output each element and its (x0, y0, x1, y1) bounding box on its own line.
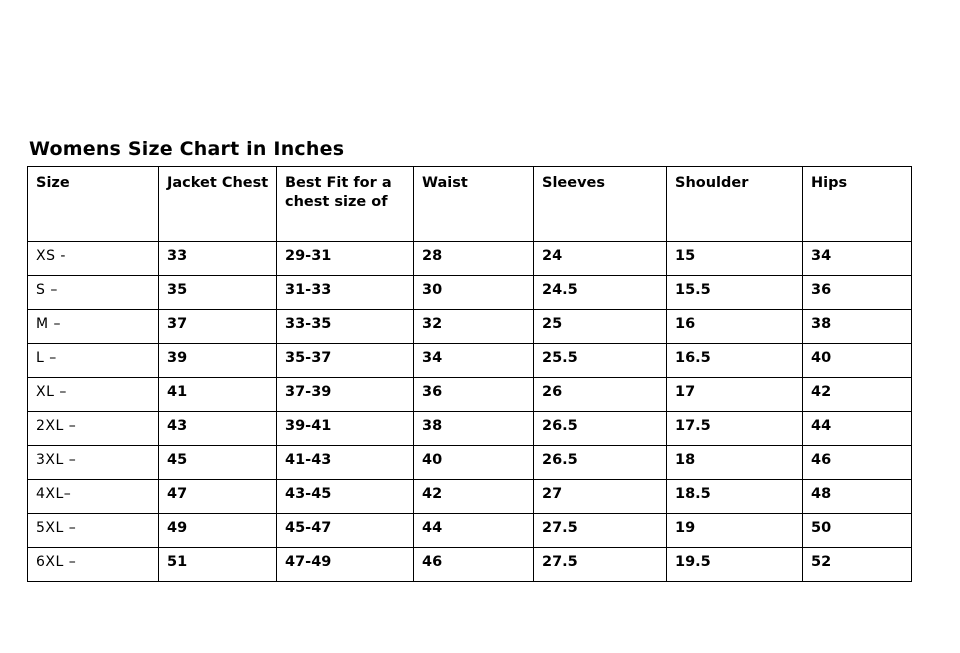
cell-shoulder: 17.5 (667, 412, 803, 446)
cell-hips: 38 (803, 310, 912, 344)
cell-hips: 52 (803, 548, 912, 582)
table-header-row (28, 167, 912, 242)
cell-jacket-chest: 37 (159, 310, 277, 344)
cell-size: 6XL – (28, 548, 159, 582)
cell-size: 4XL– (28, 480, 159, 514)
cell-best-fit: 47-49 (277, 548, 414, 582)
cell-sleeves: 25 (534, 310, 667, 344)
column-header-hips: Hips (803, 167, 912, 242)
table-row (28, 344, 912, 378)
cell-waist: 34 (414, 344, 534, 378)
table-header (28, 167, 912, 242)
cell-best-fit: 35-37 (277, 344, 414, 378)
cell-sleeves: 27.5 (534, 514, 667, 548)
cell-hips: 46 (803, 446, 912, 480)
cell-shoulder: 16.5 (667, 344, 803, 378)
cell-best-fit: 43-45 (277, 480, 414, 514)
cell-jacket-chest: 39 (159, 344, 277, 378)
cell-shoulder: 15.5 (667, 276, 803, 310)
cell-best-fit: 31-33 (277, 276, 414, 310)
cell-jacket-chest: 49 (159, 514, 277, 548)
cell-best-fit: 39-41 (277, 412, 414, 446)
cell-jacket-chest: 35 (159, 276, 277, 310)
cell-sleeves: 26.5 (534, 412, 667, 446)
cell-waist: 36 (414, 378, 534, 412)
cell-jacket-chest: 47 (159, 480, 277, 514)
table-row (28, 310, 912, 344)
cell-best-fit: 37-39 (277, 378, 414, 412)
cell-sleeves: 27.5 (534, 548, 667, 582)
cell-hips: 36 (803, 276, 912, 310)
cell-shoulder: 19.5 (667, 548, 803, 582)
cell-hips: 42 (803, 378, 912, 412)
cell-shoulder: 18 (667, 446, 803, 480)
column-header-shoulder: Shoulder (667, 167, 803, 242)
cell-shoulder: 15 (667, 242, 803, 276)
cell-shoulder: 19 (667, 514, 803, 548)
cell-size: M – (28, 310, 159, 344)
cell-waist: 28 (414, 242, 534, 276)
cell-sleeves: 25.5 (534, 344, 667, 378)
cell-best-fit: 29-31 (277, 242, 414, 276)
column-header-sleeves: Sleeves (534, 167, 667, 242)
cell-hips: 34 (803, 242, 912, 276)
cell-size: 5XL – (28, 514, 159, 548)
cell-best-fit: 45-47 (277, 514, 414, 548)
cell-jacket-chest: 51 (159, 548, 277, 582)
cell-jacket-chest: 43 (159, 412, 277, 446)
cell-jacket-chest: 41 (159, 378, 277, 412)
cell-waist: 40 (414, 446, 534, 480)
cell-sleeves: 27 (534, 480, 667, 514)
cell-size: XS - (28, 242, 159, 276)
cell-waist: 30 (414, 276, 534, 310)
table-row (28, 242, 912, 276)
cell-size: L – (28, 344, 159, 378)
cell-size: XL – (28, 378, 159, 412)
cell-hips: 48 (803, 480, 912, 514)
cell-best-fit: 33-35 (277, 310, 414, 344)
cell-size: 2XL – (28, 412, 159, 446)
cell-waist: 32 (414, 310, 534, 344)
table-row (28, 480, 912, 514)
table-row (28, 412, 912, 446)
cell-jacket-chest: 45 (159, 446, 277, 480)
cell-hips: 40 (803, 344, 912, 378)
cell-hips: 44 (803, 412, 912, 446)
cell-size: S – (28, 276, 159, 310)
table-row (28, 446, 912, 480)
cell-waist: 46 (414, 548, 534, 582)
size-chart-container (27, 138, 915, 582)
cell-sleeves: 24 (534, 242, 667, 276)
cell-waist: 42 (414, 480, 534, 514)
table-body (28, 242, 912, 582)
cell-shoulder: 17 (667, 378, 803, 412)
column-header-jacket-chest: Jacket Chest (159, 167, 277, 242)
cell-sleeves: 24.5 (534, 276, 667, 310)
cell-waist: 44 (414, 514, 534, 548)
page-title: Womens Size Chart in Inches (29, 138, 345, 160)
table-row (28, 276, 912, 310)
column-header-size: Size (28, 167, 159, 242)
cell-size: 3XL – (28, 446, 159, 480)
column-header-waist: Waist (414, 167, 534, 242)
table-row (28, 378, 912, 412)
size-chart-table (27, 166, 912, 582)
table-row (28, 548, 912, 582)
cell-shoulder: 16 (667, 310, 803, 344)
cell-sleeves: 26 (534, 378, 667, 412)
cell-shoulder: 18.5 (667, 480, 803, 514)
column-header-best-fit: Best Fit for a chest size of (277, 167, 414, 242)
cell-jacket-chest: 33 (159, 242, 277, 276)
cell-hips: 50 (803, 514, 912, 548)
cell-best-fit: 41-43 (277, 446, 414, 480)
table-row (28, 514, 912, 548)
cell-waist: 38 (414, 412, 534, 446)
cell-sleeves: 26.5 (534, 446, 667, 480)
